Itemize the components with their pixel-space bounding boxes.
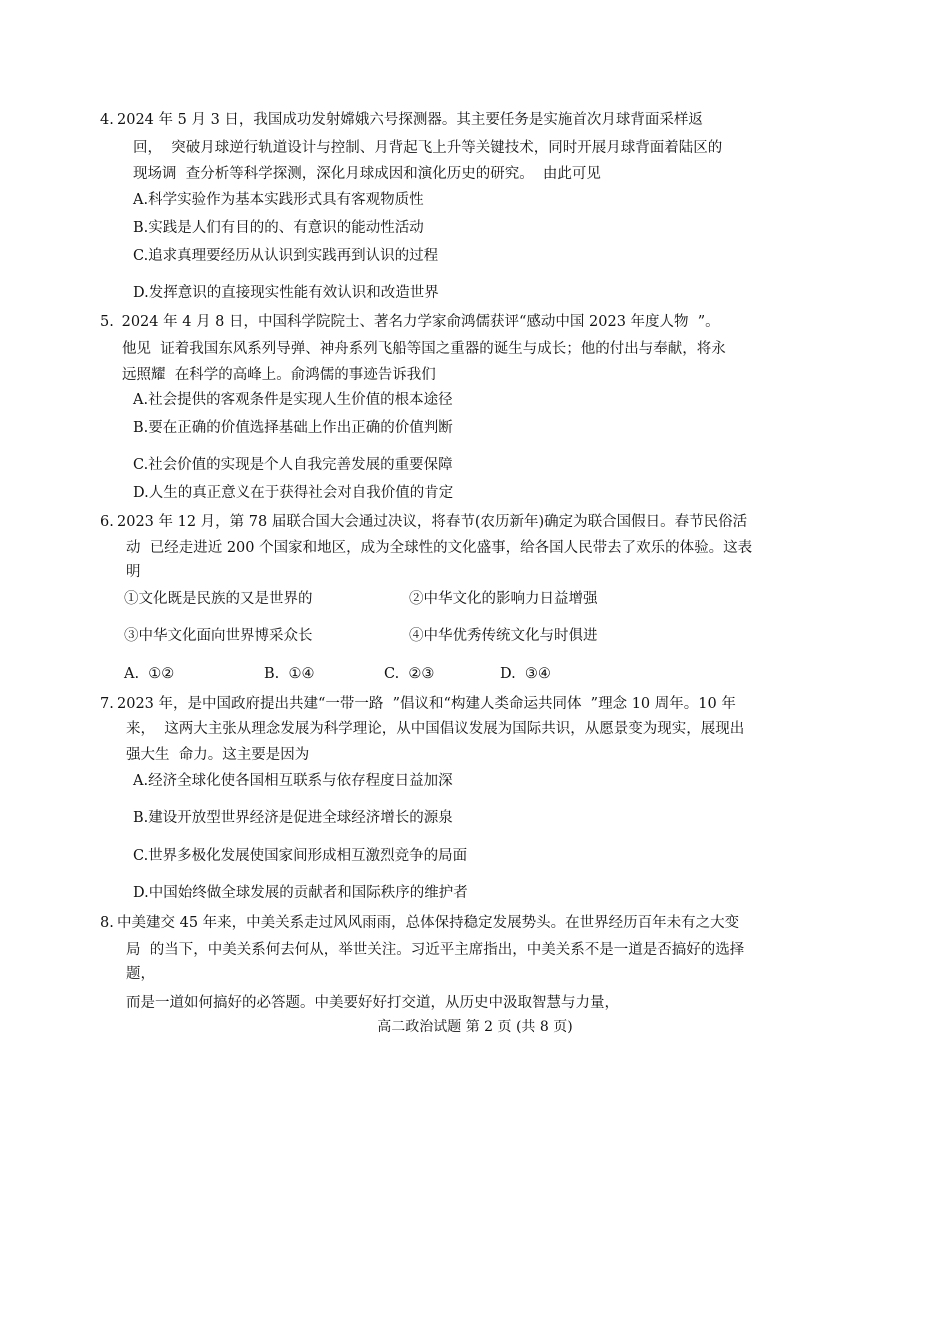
question-5-option-d: D.人生的真正意义在于获得社会对自我价值的肯定	[133, 485, 454, 501]
question-5-option-c: C.社会价值的实现是个人自我完善发展的重要保障	[133, 457, 453, 473]
question-4-stem-line-1: 2024 年 5 月 3 日，我国成功发射嫦娥六号探测器。其主要任务是实施首次月球背面采样返	[117, 112, 703, 128]
question-8-number: 8.	[100, 915, 114, 931]
question-6-choice-a: A. ①②	[124, 666, 175, 682]
question-7-option-a: A.经济全球化使各国相互联系与依存程度日益加深	[133, 773, 453, 789]
question-4-option-a: A.科学实验作为基本实践形式具有客观物质性	[133, 192, 424, 208]
question-6-stem-line-3: 明	[126, 564, 141, 580]
question-4-stem-line-2: 回， 突破月球逆行轨道设计与控制、月背起飞上升等关键技术，同时开展月球背面着陆区的	[133, 140, 723, 156]
question-5-stem-line-3: 远照耀 在科学的高峰上。俞鸿儒的事迹告诉我们	[122, 367, 436, 383]
question-5-number: 5.	[100, 314, 114, 330]
question-5-stem-line-1: 2024 年 4 月 8 日，中国科学院院士、著名力学家俞鸿儒获评“感动中国 2023 年度人物 ”。	[117, 314, 720, 330]
question-5-option-b: B.要在正确的价值选择基础上作出正确的价值判断	[133, 420, 453, 436]
question-6-choice-d: D. ③④	[500, 666, 551, 682]
question-6-statement-1: ①文化既是民族的又是世界的	[124, 591, 313, 607]
question-8-stem-line-3: 题，	[126, 966, 155, 982]
question-4-option-c: C.追求真理要经历从认识到实践再到认识的过程	[133, 248, 439, 264]
question-8-stem-line-4: 而是一道如何搞好的必答题。中美要好好打交道，从历史中汲取智慧与力量，	[126, 995, 619, 1011]
question-8-stem-line-2: 局 的当下，中美关系何去何从，举世关注。习近平主席指出，中美关系不是一道是否搞好的选择	[126, 942, 745, 958]
question-6-choice-b: B. ①④	[264, 666, 315, 682]
question-8-stem-line-1: 中美建交 45 年来，中美关系走过风风雨雨，总体保持稳定发展势头。在世界经历百年未有之大变	[117, 915, 740, 931]
question-6-statement-3: ③中华文化面向世界博采众长	[124, 628, 313, 644]
question-7-stem-line-2: 来， 这两大主张从理念发展为科学理论，从中国倡议发展为国际共识，从愿景变为现实，展现出	[126, 721, 745, 737]
question-6-stem-line-2: 动 已经走进近 200 个国家和地区，成为全球性的文化盛事，给各国人民带去了欢乐的体验。这表	[126, 540, 753, 556]
page-footer: 高二政治试题 第 2 页 (共 8 页)	[377, 1019, 573, 1035]
question-6-statement-2: ②中华文化的影响力日益增强	[409, 591, 598, 607]
question-5-option-a: A.社会提供的客观条件是实现人生价值的根本途径	[133, 392, 453, 408]
question-6-statement-4: ④中华优秀传统文化与时俱进	[409, 628, 598, 644]
question-5-stem-line-2: 他见 证着我国东风系列导弹、神舟系列飞船等国之重器的诞生与成长；他的付出与奉献，将永	[122, 341, 726, 357]
question-7-stem-line-3: 强大生 命力。这主要是因为	[126, 747, 310, 763]
question-6-choice-c: C. ②③	[384, 666, 435, 682]
question-7-option-d: D.中国始终做全球发展的贡献者和国际秩序的维护者	[133, 885, 468, 901]
question-4-option-d: D.发挥意识的直接现实性能有效认识和改造世界	[133, 285, 439, 301]
question-6-stem-line-1: 2023 年 12 月，第 78 届联合国大会通过决议，将春节(农历新年)确定为联合国假日。春节民俗活	[117, 514, 748, 530]
question-4-number: 4.	[100, 112, 114, 128]
question-4-stem-line-3: 现场调 查分析等科学探测，深化月球成因和演化历史的研究。 由此可见	[133, 166, 601, 182]
question-7-number: 7.	[100, 696, 114, 712]
question-7-stem-line-1: 2023 年，是中国政府提出共建“一带一路 ”倡议和“构建人类命运共同体 ”理念 10 周年。10 年	[117, 696, 736, 712]
question-7-option-b: B.建设开放型世界经济是促进全球经济增长的源泉	[133, 810, 453, 826]
question-7-option-c: C.世界多极化发展使国家间形成相互激烈竞争的局面	[133, 848, 468, 864]
question-6-number: 6.	[100, 514, 114, 530]
question-4-option-b: B.实践是人们有目的的、有意识的能动性活动	[133, 220, 424, 236]
